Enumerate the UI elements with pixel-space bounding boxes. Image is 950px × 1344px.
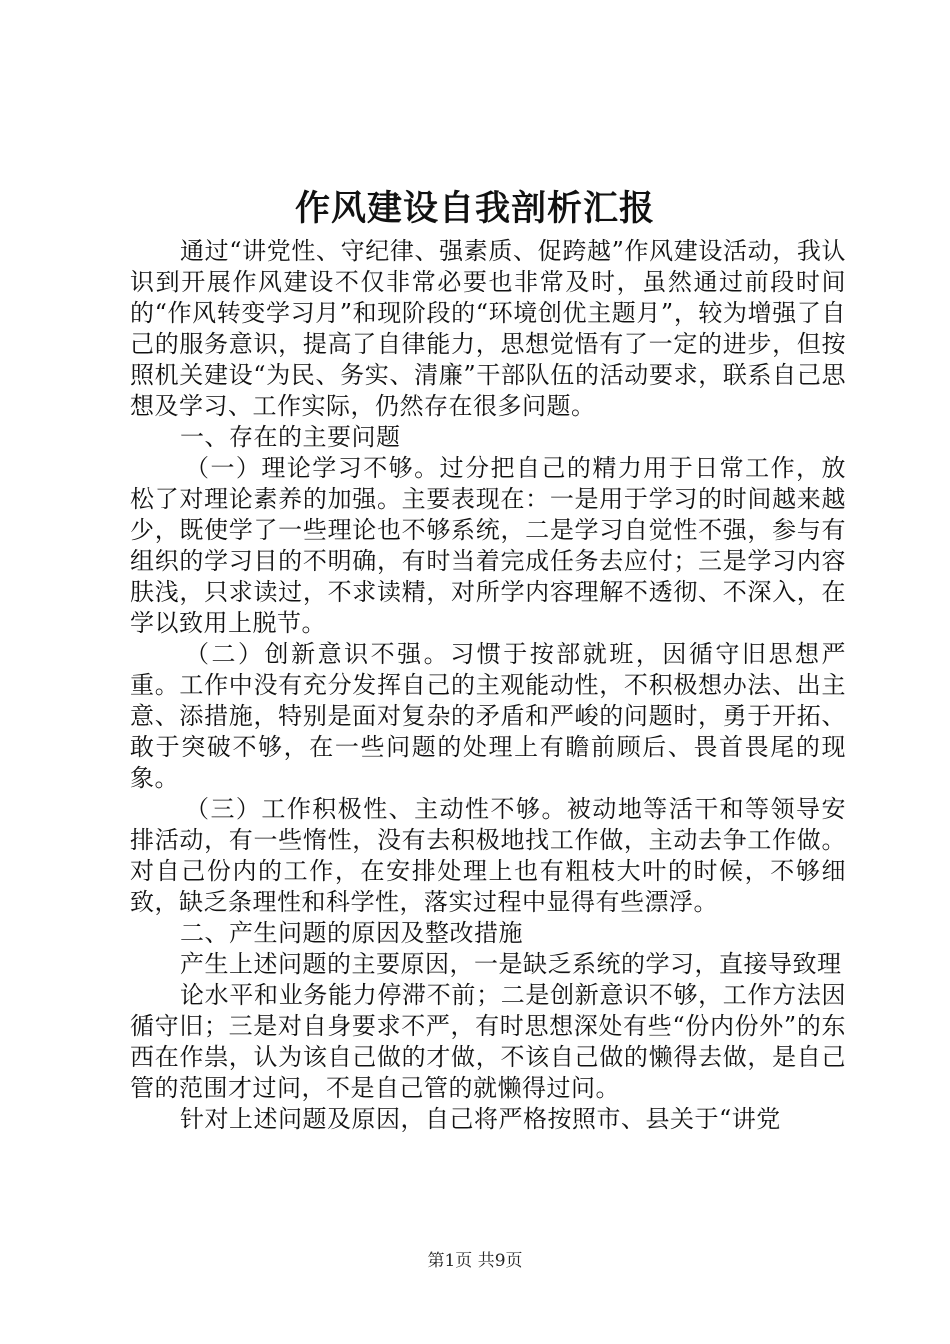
- paragraph-causes-start: 产生上述问题的主要原因，一是缺乏系统的学习，直接导致理: [180, 950, 842, 978]
- section-heading-1: 一、存在的主要问题: [180, 423, 401, 451]
- paragraph-measures: 针对上述问题及原因，自己将严格按照市、县关于“讲党: [180, 1105, 781, 1133]
- paragraph-intro: 通过“讲党性、守纪律、强素质、促跨越”作风建设活动，我认识到开展作风建设不仅非常必要也非常及时，虽然通过前段时间的“作风转变学习月”和现阶段的“环境创优主题月”，较为增强了自己的服务意识，提高了自律能力，思想觉悟有了一定的进步，但按照机关建设“为民、务实、清廉”干部队伍的活动要求，联系自己思想及学习、工作实际，仍然存在很多问题。: [130, 237, 846, 420]
- page-title: 作风建设自我剖析汇报: [294, 188, 655, 229]
- document-body: [130, 236, 846, 1135]
- section-heading-2: 二、产生问题的原因及整改措施: [180, 919, 523, 947]
- paragraph-problem-2: （二）创新意识不强。习惯于按部就班，因循守旧思想严重。工作中没有充分发挥自己的主观能动性，不积极想办法、出主意、添措施，特别是面对复杂的矛盾和严峻的问题时，勇于开拓、敢于突破不够，在一些问题的处理上有瞻前顾后、畏首畏尾的现象。: [130, 640, 846, 792]
- paragraph-problem-3: （三）工作积极性、主动性不够。被动地等活干和等领导安排活动，有一些惰性，没有去积极地找工作做，主动去争工作做。对自己份内的工作，在安排处理上也有粗枝大叶的时候，不够细致，缺乏条理性和科学性，落实过程中显得有些漂浮。: [130, 795, 846, 916]
- paragraph-problem-1: （一）理论学习不够。过分把自己的精力用于日常工作，放松了对理论素养的加强。主要表现在：一是用于学习的时间越来越少，既使学了一些理论也不够系统，二是学习自觉性不强，参与有组织的学习目的不明确，有时当着完成任务去应付；三是学习内容肤浅，只求读过，不求读精，对所学内容理解不透彻、不深入，在学以致用上脱节。: [130, 454, 846, 637]
- paragraph-causes-continued: 论水平和业务能力停滞不前；二是创新意识不够，工作方法因循守旧；三是对自身要求不严，有时思想深处有些“份内份外”的东西在作祟，认为该自己做的才做，不该自己做的懒得去做，是自己管的范围才过问，不是自己管的就懒得过问。: [130, 981, 846, 1102]
- page-footer: 第1页 共9页: [427, 1251, 523, 1271]
